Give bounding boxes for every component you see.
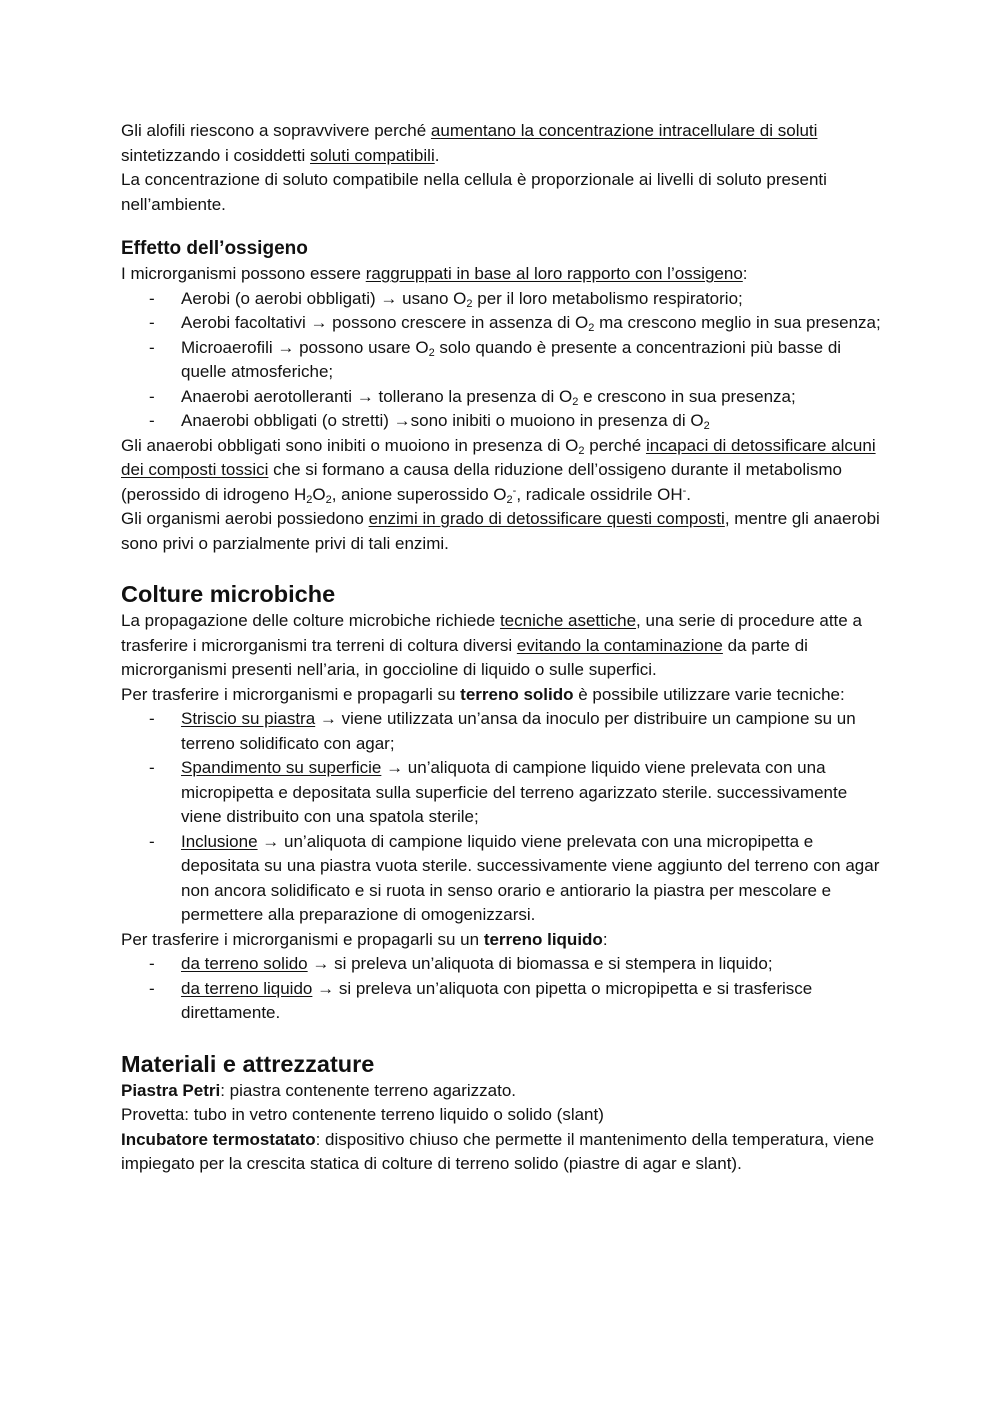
o2-formula: O [415, 337, 429, 357]
underlined-phrase: enzimi in grado di detossificare questi composti [368, 509, 725, 528]
text-span: → un’aliquota di campione liquido viene prelevata con una micropipetta e depositata su una piastra vuota sterile. successivamente viene aggiunto del terreno con agar non ancora solidificato e si ruota in senso orario e antiorario la piastra per mescolare e permettere alla preparazione di omogenizzarsi. [181, 831, 880, 924]
document-page [121, 119, 891, 1177]
text-span: Gli anaerobi obbligati sono inibiti o muoiono in presenza di [121, 435, 566, 455]
underlined-phrase: raggruppati in base al loro rapporto con l’ossigeno [365, 264, 743, 283]
underlined-phrase: da terreno liquido [181, 978, 313, 998]
text-span: , una serie di procedure atte a trasferire i microrganismi tra terreni di coltura diversi [121, 611, 862, 655]
spacer [121, 1026, 891, 1049]
text-span: . [686, 484, 692, 504]
underlined-phrase: Spandimento su superficie [181, 758, 382, 777]
list-item [121, 830, 891, 928]
text-span: : [742, 264, 748, 283]
bold-term: Incubatore termostatato [121, 1129, 316, 1149]
underlined-phrase: da terreno solido [181, 954, 308, 973]
o2-formula: O [690, 411, 704, 430]
subscript: 2 [466, 297, 473, 310]
spacer [121, 556, 891, 579]
underlined-phrase: soluti compatibili [310, 145, 435, 165]
text-span: La propagazione delle colture microbiche richiede [121, 611, 500, 630]
underlined-phrase: evitando la contaminazione [516, 635, 723, 655]
text-span: solo quando è presente a concentrazioni più basse di quelle atmosferiche; [181, 337, 842, 381]
subscript: 2 [588, 322, 595, 334]
text-span: → si preleva un’aliquota di biomassa e si stempera in liquido; [307, 954, 773, 973]
subscript: 2 [703, 420, 710, 432]
text-span: → si preleva un’aliquota con pipetta o micropipetta e si trasferisce direttamente. [181, 978, 813, 1022]
text-span: Per trasferire i microrganismi e propagarli su [121, 684, 461, 704]
text-span: → viene utilizzata un’ansa da inoculo per distribuire un campione su un terreno solidificato con agar; [181, 709, 856, 753]
text-span: Anaerobi obbligati (o stretti) →sono inibiti o muoiono in presenza di [181, 411, 691, 430]
bold-term: Piastra Petri [121, 1080, 221, 1100]
text-span: , anione superossido O [331, 484, 507, 504]
subscript: 2 [325, 493, 332, 506]
anaerobes-paragraph [121, 434, 891, 508]
petri-paragraph [121, 1079, 891, 1104]
section-heading-materials: Materiali e attrezzature [121, 1050, 375, 1077]
list-item [121, 707, 891, 756]
underlined-phrase: aumentano la concentrazione intracellulare di soluti [430, 121, 818, 140]
bullet-dash: - [149, 313, 155, 332]
text-span: : [602, 929, 608, 949]
spacer [121, 217, 891, 236]
incubator-paragraph [121, 1128, 891, 1177]
underlined-phrase: Striscio su piastra [181, 709, 316, 728]
bullet-dash: - [149, 411, 155, 430]
oxygen-list [121, 287, 891, 434]
oxygen-lead-paragraph [121, 262, 891, 287]
text-span: : piastra contenente terreno agarizzato. [220, 1080, 517, 1100]
bullet-dash: - [149, 709, 155, 728]
text-span: ma crescono meglio in sua presenza; [594, 313, 881, 332]
o2-formula: O [565, 435, 579, 455]
cultures-intro-paragraph [121, 609, 891, 683]
text-span: sintetizzando i cosiddetti [121, 145, 310, 165]
text-span: Per trasferire i microrganismi e propagarli su un [121, 929, 484, 949]
text-span: Gli organismi aerobi possiedono [121, 509, 369, 528]
superscript: - [682, 484, 687, 497]
text-span: . [434, 145, 440, 165]
bullet-dash: - [149, 954, 155, 973]
bullet-dash: - [149, 758, 155, 777]
text-span: è possibile utilizzare varie tecniche: [573, 684, 845, 704]
text-span: : dispositivo chiuso che permette il mantenimento della temperatura, viene impiegato per la crescita statica di colture di terreno solido (piastre di agar e slant). [121, 1129, 875, 1173]
bold-term: terreno solido [460, 684, 574, 704]
solute-concentration-paragraph: La concentrazione di soluto compatibile nella cellula è proporzionale ai livelli di soluto presenti nell’ambiente. [121, 170, 827, 214]
bullet-dash: - [149, 337, 155, 357]
solid-techniques-list [121, 707, 891, 928]
list-item [121, 287, 891, 312]
aerobes-paragraph [121, 507, 891, 556]
section-heading-cultures: Colture microbiche [121, 581, 336, 607]
bullet-dash: - [149, 831, 155, 851]
list-item [121, 311, 891, 336]
subscript: 2 [578, 444, 585, 457]
text-span: e crescono in sua presenza; [578, 386, 796, 406]
text-span: Microaerofili → possono usare [181, 337, 416, 357]
halophiles-paragraph [121, 119, 891, 168]
list-item [121, 409, 891, 434]
o2-formula: O [575, 313, 589, 332]
list-item [121, 977, 891, 1026]
superscript: - [512, 484, 517, 497]
list-item [121, 952, 891, 977]
text-span: I microrganismi possono essere [121, 264, 366, 283]
subscript: 2 [428, 346, 435, 359]
subscript: 2 [506, 493, 513, 506]
underlined-phrase: incapaci di detossificare alcuni dei composti tossici [121, 435, 876, 479]
list-item [121, 385, 891, 410]
o2-formula: O [453, 288, 467, 308]
bold-term: terreno liquido [483, 929, 603, 949]
text-span: Gli alofili riescono a sopravvivere perché [121, 121, 431, 140]
liquid-techniques-list [121, 952, 891, 1026]
list-item [121, 756, 891, 830]
solid-medium-lead-paragraph [121, 683, 891, 708]
text-span: → un’aliquota di campione liquido viene prelevata con una micropipetta e depositata sulla superficie del terreno agarizzato sterile. successivamente viene distribuito con una spatola sterile; [181, 758, 848, 826]
text-span: O [312, 484, 326, 504]
text-span: Anaerobi aerotolleranti → tollerano la presenza di [181, 386, 560, 406]
text-span: perché [584, 435, 646, 455]
bullet-dash: - [149, 386, 155, 406]
bullet-dash: - [149, 978, 155, 998]
underlined-phrase: Inclusione [181, 831, 258, 851]
o2-formula: O [559, 386, 573, 406]
subscript: 2 [306, 493, 313, 506]
subscript: 2 [572, 395, 579, 408]
provetta-paragraph: Provetta: tubo in vetro contenente terreno liquido o solido (slant) [121, 1105, 604, 1124]
text-span: che si formano a causa della riduzione dell’ossigeno durante il metabolismo (perossido di idrogeno H [121, 460, 842, 504]
text-span: da parte di microrganismi presenti nell’aria, in goccioline di liquido o sulle superfici. [121, 635, 808, 679]
text-span: per il loro metabolismo respiratorio; [472, 288, 743, 308]
bullet-dash: - [149, 288, 155, 308]
text-span: Aerobi (o aerobi obbligati) → usano [181, 288, 454, 308]
text-span: Aerobi facoltativi → possono crescere in assenza di [181, 313, 576, 332]
underlined-phrase: tecniche asettiche [499, 611, 637, 630]
section-heading-oxygen: Effetto dell’ossigeno [121, 238, 308, 259]
list-item [121, 336, 891, 385]
liquid-medium-lead-paragraph [121, 928, 891, 953]
text-span: , mentre gli anaerobi sono privi o parzialmente privi di tali enzimi. [121, 509, 880, 553]
text-span: , radicale ossidrile OH [516, 484, 683, 504]
